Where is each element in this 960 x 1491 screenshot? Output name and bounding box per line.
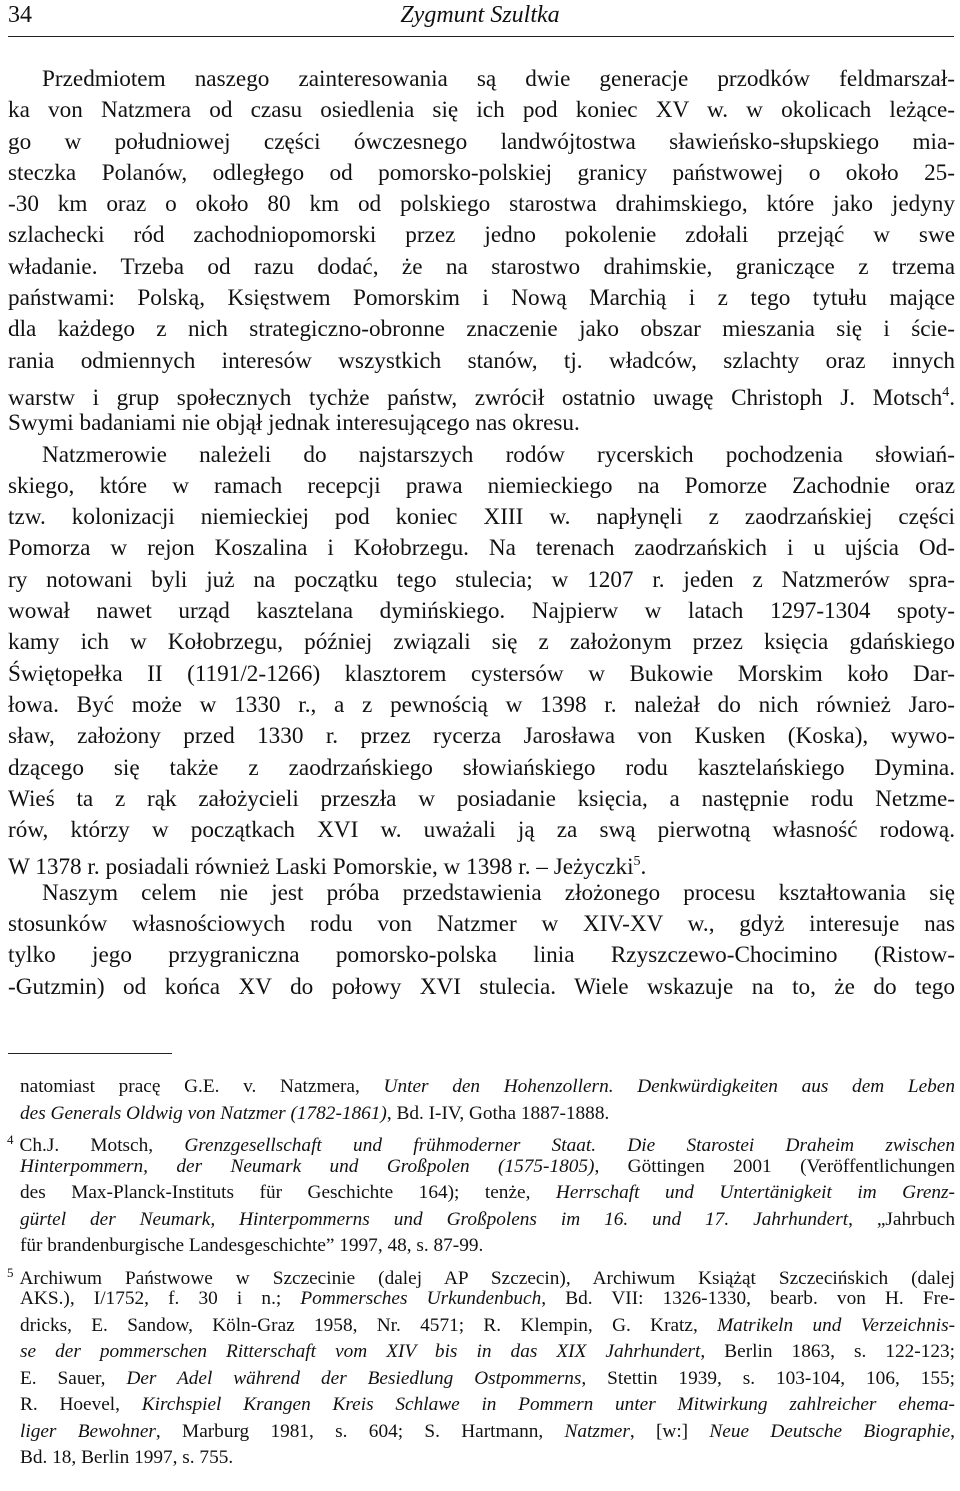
- footnote-line: Bd. 18, Berlin 1997, s. 755.: [20, 1447, 234, 1468]
- footnotes: [8, 1074, 955, 1472]
- text-line: władanie. Trzeba od razu dodać, że na starostwo drahimskie, graniczące z trzema: [8, 253, 955, 280]
- page-header: [0, 0, 960, 40]
- text-line: kamy ich w Kołobrzegu, później związali się z założonym przez księcia gdańskiego: [8, 629, 955, 656]
- text-line: tzw. kolonizacji niemieckiej pod koniec XIII w. napłynęli z zaodrzańskiej części: [8, 504, 955, 531]
- text-line: Pomorza w rejon Koszalina i Kołobrzegu. Na terenach zaodrzańskich i u ujścia Od-: [8, 535, 955, 562]
- text-line: go w południowej części ówczesnego landwójtostwa sławieńsko-słupskiego mia-: [8, 128, 955, 155]
- text-line: Przedmiotem naszego zainteresowania są dwie generacje przodków feldmarszał-: [42, 66, 955, 92]
- text-line: steczka Polanów, odległego od pomorsko-polskiej granicy państwowej o około 25-: [8, 159, 955, 186]
- footnote-line: des Generals Oldwig von Natzmer (1782-1861), Bd. I-IV, Gotha 1887-1888.: [20, 1102, 610, 1124]
- text-line: ka von Natzmera od czasu osiedlenia się ich pod koniec XV w. w okolicach leżące-: [8, 97, 955, 124]
- text-line: stosunków własnościowych rodu von Natzmer w XIV-XV w., gdyż interesuje nas: [8, 911, 955, 938]
- text-line: Wieś ta z rąk założycieli przeszła w posiadanie księcia, a następnie rodu Netzme-: [8, 785, 955, 812]
- footnote-line: Hinterpommern, der Neumark und Großpolen (1575-1805), Göttingen 2001 (Veröffentlichungen: [20, 1155, 955, 1177]
- footnote-line: natomiast pracę G.E. v. Natzmera, Unter den Hohenzollern. Denkwürdigkeiten aus dem Leben: [20, 1076, 955, 1097]
- text-line: warstw i grup społecznych tychże państw, zwrócił ostatnio uwagę Christoph J. Motsch$^4$.: [8, 384, 955, 411]
- footnote-line: AKS.), I/1752, f. 30 i n.; Pommersches Urkundenbuch, Bd. VII: 1326-1330, bearb. von H. Fre-: [20, 1288, 956, 1309]
- text-line: sław, założony przed 1330 r. przez rycerza Jarosława von Kusken (Koska), wywo-: [8, 723, 955, 750]
- footnote-line: dricks, E. Sandow, Köln-Graz 1958, Nr. 4571; R. Klempin, G. Kratz, Matrikeln und Verzeichnis-: [20, 1314, 955, 1336]
- body-text: [8, 64, 955, 1003]
- text-line: ry notowani byli już na początku tego stulecia; w 1207 r. jeden z Natzmerów spra-: [8, 566, 955, 593]
- text-line: wował nawet urząd kasztelana dymińskiego. Najpierw w latach 1297-1304 spoty-: [8, 598, 955, 625]
- text-line: rów, którzy w początkach XVI w. uważali ją za swą pierwotną własność rodową.: [8, 817, 955, 844]
- text-line: łowa. Być może w 1330 r., a z pewnością w 1398 r. należał do nich również Jaro-: [8, 691, 955, 718]
- text-line: Naszym celem nie jest próba przedstawienia złożonego procesu kształtowania się: [42, 879, 955, 906]
- footnote-line: se der pommerschen Ritterschaft vom XIV bis in das XIX Jahrhundert, Berlin 1863, s. 122-123;: [20, 1341, 956, 1362]
- text-line: skiego, które w ramach recepcji prawa niemieckiego na Pomorze Zachodnie oraz: [8, 472, 955, 499]
- footnote-number: 4: [7, 1132, 14, 1147]
- footnote-line: des Max-Planck-Instituts für Geschichte 164); tenże, Herrschaft und Untertänigkeit im Grenz-: [20, 1182, 955, 1203]
- text-line: państwami: Polską, Księstwem Pomorskim i Nową Marchią i z tego tytułu mające: [8, 285, 955, 312]
- footnote-number: 5: [7, 1264, 14, 1280]
- text-line: -Gutzmin) od końca XV do połowy XVI stulecia. Wiele wskazuje na to, że do tego: [8, 973, 955, 1000]
- text-line: Swymi badaniami nie objął jednak interesującego nas okresu.: [8, 410, 580, 437]
- footnote-line: gürtel der Neumark, Hinterpommerns und Großpolens im 16. und 17. Jahrhundert, „Jahrbuch: [20, 1208, 955, 1230]
- text-line: Świętopełka II (1191/2-1266) klasztorem cystersów w Bukowie Morskim koło Dar-: [8, 660, 955, 687]
- header-rule: [8, 36, 954, 37]
- text-line: Natzmerowie należeli do najstarszych rodów rycerskich pochodzenia słowiań-: [42, 441, 955, 468]
- text-line: dzącego się także z zaodrzańskiego słowiańskiego rodu kasztelańskiego Dymina.: [8, 754, 955, 781]
- text-line: szlachecki ród zachodniopomorski przez jedno pokolenie zdołali przejąć w swe: [8, 222, 955, 249]
- footnote-ref: 5: [633, 854, 641, 870]
- footnote-line: R. Hoevel, Kirchspiel Krangen Kreis Schlawe in Pommern unter Mitwirkung zahlreicher ehema-: [20, 1394, 955, 1415]
- running-head: Zygmunt Szultka: [400, 2, 560, 28]
- text-line: -30 km oraz o około 80 km od polskiego starostwa drahimskiego, które jako jedyny: [8, 191, 955, 218]
- footnote-line: E. Sauer, Der Adel während der Besiedlung Ostpommerns, Stettin 1939, s. 103-104, 106, 155;: [20, 1367, 956, 1389]
- footnote-line: für brandenburgische Landesgeschichte” 1997, 48, s. 87-99.: [20, 1235, 484, 1256]
- footnote-ref: 4: [942, 384, 950, 400]
- text-line: W 1378 r. posiadali również Laski Pomorskie, w 1398 r. – Jeżyczki$^5$.: [8, 854, 647, 881]
- footnote-line: $^5$ Archiwum Państwowe w Szczecinie (dalej AP Szczecin), Archiwum Książąt Szczecińskich (dalej: [7, 1264, 955, 1289]
- text-line: rania odmiennych interesów wszystkich stanów, tj. władców, szlachty oraz innych: [8, 347, 955, 374]
- footnote-line: $^4$ Ch.J. Motsch, Grenzgesellschaft und frühmoderner Staat. Die Starostei Draheim zwischen: [7, 1132, 955, 1156]
- page-number: 34: [8, 2, 32, 28]
- text-line: dla każdego z nich strategiczno-obronne znaczenie jako obszar mieszania się i ście-: [8, 316, 955, 343]
- footnote-line: liger Bewohner, Marburg 1981, s. 604; S. Hartmann, Natzmer, [w:] Neue Deutsche Biographie,: [20, 1420, 955, 1442]
- footnote-separator: [8, 1053, 172, 1054]
- text-line: tylko jego przygraniczna pomorsko-polska linia Rzyszczewo-Chocimino (Ristow-: [8, 942, 955, 969]
